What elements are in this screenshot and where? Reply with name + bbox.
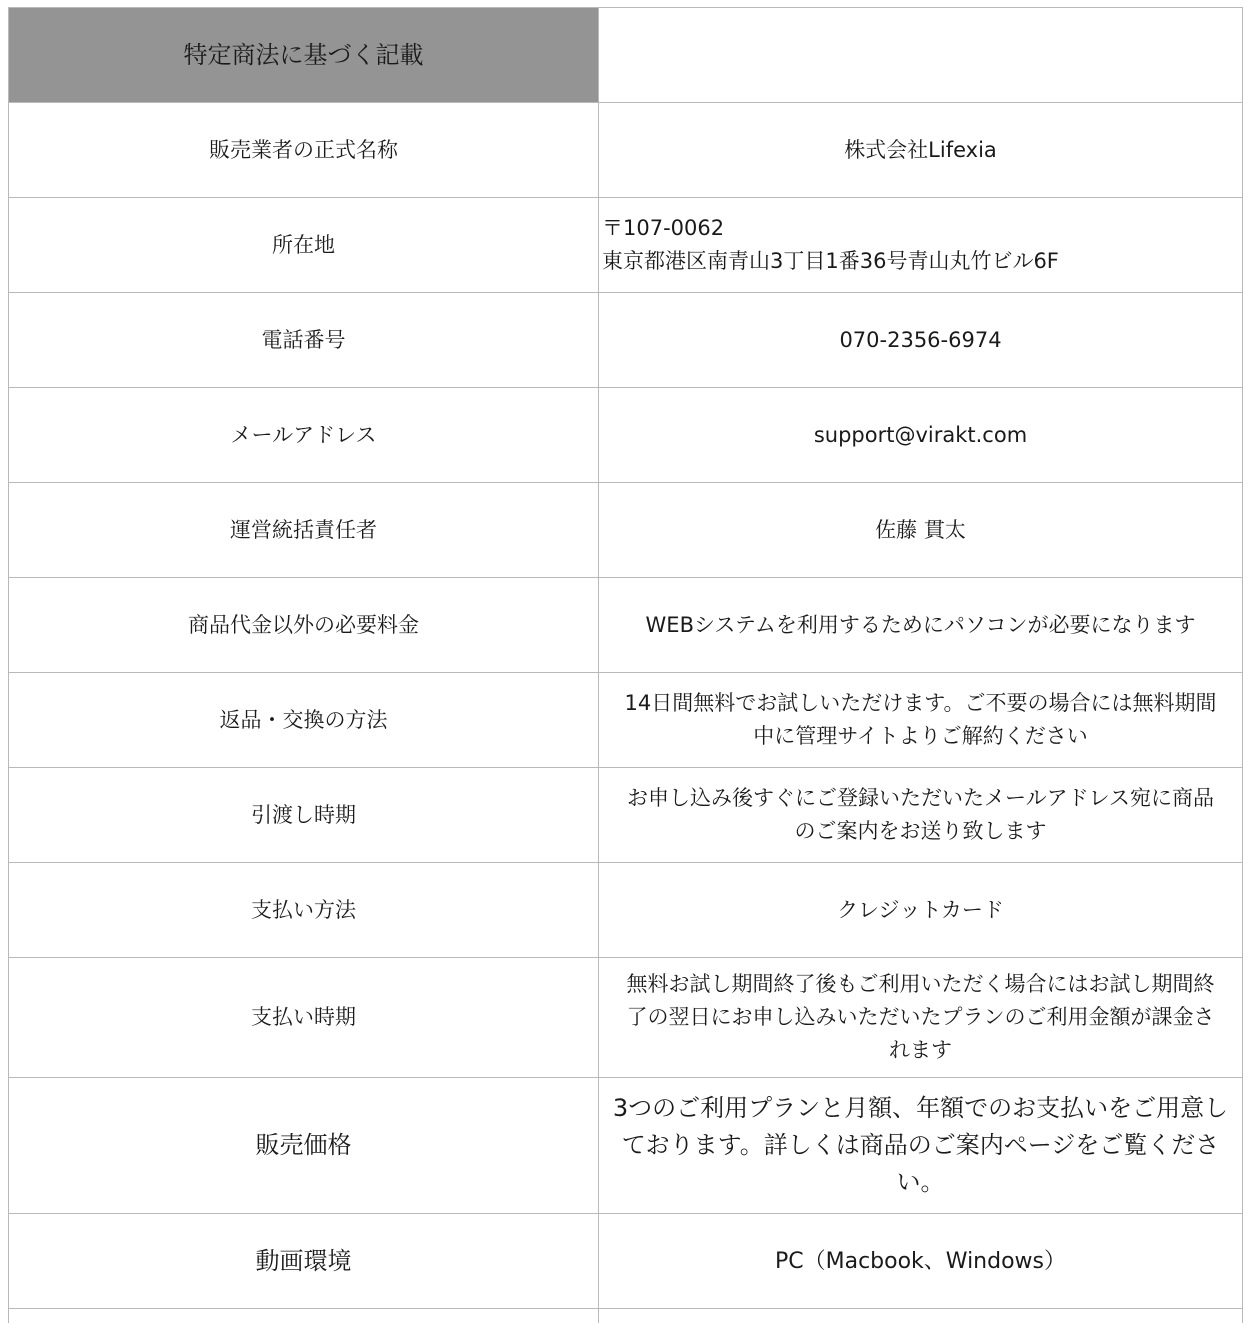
legal-notice-table	[8, 7, 1243, 1323]
table-row-video-environment	[9, 1214, 1243, 1309]
table-row-price	[9, 1078, 1243, 1214]
value-line: 了の翌日にお申し込みいただいたプランのご利用金額が課金さ	[626, 1005, 1215, 1029]
row-value	[599, 198, 1243, 293]
table-row-returns	[9, 673, 1243, 768]
row-value: 佐藤 貫太	[599, 483, 1243, 578]
row-label: 所在地	[9, 198, 599, 293]
table-row-phone	[9, 293, 1243, 388]
address-postal-code: 〒107-0062	[602, 216, 725, 240]
value-line: のご案内をお送り致します	[794, 819, 1047, 843]
row-value	[599, 1214, 1243, 1309]
table-row-seller-name	[9, 103, 1243, 198]
table-row-payment-method	[9, 863, 1243, 958]
row-label: 販売業者の正式名称	[9, 103, 599, 198]
row-label: 運営統括責任者	[9, 483, 599, 578]
row-value: クレジットカード	[599, 863, 1243, 958]
value-line: 3つのご利用プランと月額、年額でのお支払いをご用意し	[612, 1094, 1229, 1122]
row-label: 支払い時期	[9, 958, 599, 1078]
legal-notice-table-container	[8, 7, 1242, 1323]
row-label: 電話番号	[9, 293, 599, 388]
row-value: 070-2356-6974	[599, 293, 1243, 388]
value-line: 中に管理サイトよりご解約ください	[753, 724, 1088, 748]
row-label: 販売価格	[9, 1078, 599, 1214]
row-label: 返品・交換の方法	[9, 673, 599, 768]
value-text: PC（Macbook、Windows）	[774, 1249, 1067, 1274]
table-header-row	[9, 8, 1243, 103]
row-label: 動画環境	[9, 1214, 599, 1309]
row-label: メールアドレス	[9, 388, 599, 483]
row-label: 商品代金以外の必要料金	[9, 578, 599, 673]
table-row-payment-timing	[9, 958, 1243, 1078]
row-value: 株式会社Lifexia	[599, 103, 1243, 198]
row-value: WEBシステムを利用するためにパソコンが必要になります	[599, 578, 1243, 673]
row-value	[599, 958, 1243, 1078]
table-row-cut-off	[9, 1309, 1243, 1323]
table-row-delivery	[9, 768, 1243, 863]
table-title-value	[599, 8, 1243, 103]
address-street: 東京都港区南青山3丁目1番36号青山丸竹ビル6F	[602, 249, 1059, 273]
row-label-empty	[9, 1309, 599, 1323]
table-title: 特定商法に基づく記載	[9, 8, 599, 103]
row-label: 引渡し時期	[9, 768, 599, 863]
row-value: support@virakt.com	[599, 388, 1243, 483]
row-label: 支払い方法	[9, 863, 599, 958]
table-row-address	[9, 198, 1243, 293]
table-row-manager	[9, 483, 1243, 578]
table-row-email	[9, 388, 1243, 483]
row-value	[599, 1078, 1243, 1214]
table-row-extra-fees	[9, 578, 1243, 673]
row-value-empty	[599, 1309, 1243, 1323]
row-value	[599, 673, 1243, 768]
value-line: い。	[896, 1168, 945, 1196]
value-line: れます	[889, 1038, 952, 1062]
value-line: お申し込み後すぐにご登録いただいたメールアドレス宛に商品	[627, 786, 1214, 810]
value-line: 14日間無料でお試しいただけます。ご不要の場合には無料期間	[624, 691, 1217, 715]
value-line: ております。詳しくは商品のご案内ページをご覧くださ	[621, 1131, 1220, 1159]
row-value	[599, 768, 1243, 863]
value-line: 無料お試し期間終了後もご利用いただく場合にはお試し期間終	[626, 972, 1215, 996]
